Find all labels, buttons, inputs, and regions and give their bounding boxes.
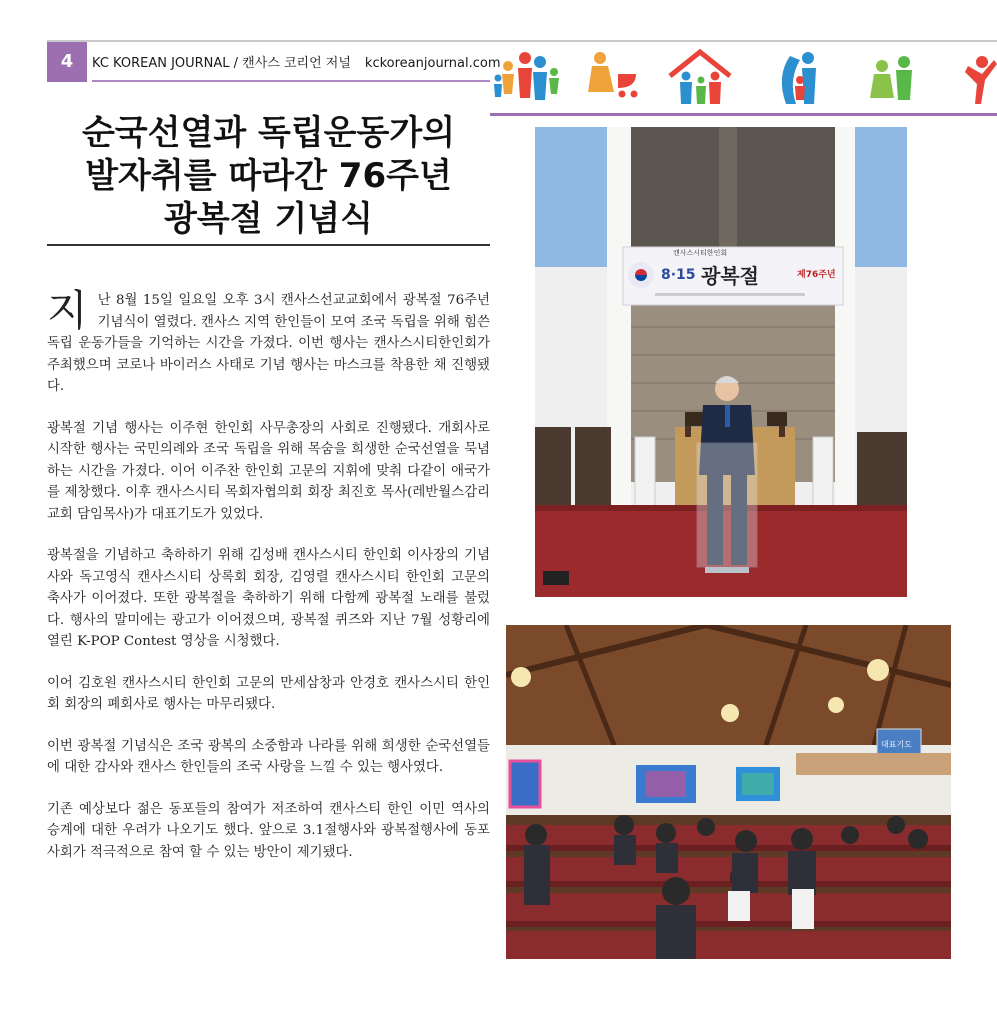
parent-child-icon [782,52,816,104]
paragraph-6: 기존 예상보다 젊은 동포들의 참여가 저조하여 캔사스티 한인 이민 역사의 승계에 대한 우려가 나오기도 했다. 앞으로 3.1절행사와 광복절행사에 동포사회가 적극적으로 참여 할 수 있는 방안이 제기됐다. [47,801,490,860]
paragraph-2: 광복절 기념 행사는 이주현 한인회 사무총장의 사회로 진행됐다. 개회사로 시작한 행사는 국민의례와 조국 독립을 위해 목숨을 희생한 순국선열을 묵념하는 시간을 가졌다. 이어 이주찬 한인회 고문의 지휘에 맞춰 다같이 애국가를 제창했다. 이후 캔사스시티 목회자협의회 회장 최진호 목사(레반월스감리교회 담임목사)가 대표기도가 있었다. [47,420,490,522]
photo-speaker-podium [535,127,907,597]
masthead [92,52,501,71]
headline-rule [47,244,490,246]
headline-line-3: 광복절 기념식 [164,199,373,239]
person-waving-icon [965,56,997,104]
article-body [47,286,490,883]
photo-congregation [506,625,951,959]
headline-line-2: 발자취를 따라간 76주년 [85,156,452,196]
stroller-parent-icon [588,52,638,98]
screen-text: 대표기도 [881,740,912,749]
couple-icon [870,56,912,100]
masthead-underline [92,80,490,82]
paragraph-1-text: 난 8월 15일 일요일 오후 3시 캔사스선교교회에서 광복절 76주년 기념식이 열렸다. 캔사스 지역 한인들이 모여 조국 독립을 위해 힘쓴 독립 운동가들을 기억하는 시간을 가졌다. 이번 행사는 캔사스시티한인회가 주최했으며 코로나 바이러스 사태로 기념 행사는 마스크를 착용한 채 진행됐다. [47,293,490,394]
icons-underline [490,113,997,116]
masthead-title: KC KOREAN JOURNAL / 캔사스 코리언 저널 [92,56,351,71]
paragraph-5: 이번 광복절 기념식은 조국 광복의 소중함과 나라를 위해 희생한 순국선열들에 대한 감사와 캔사스 한인들의 조국 사랑을 느낄 수 있는 행사였다. [47,738,490,775]
drop-cap: 지 [47,286,88,335]
paragraph-1 [47,286,490,398]
banner-num-text: 8·15 [661,267,696,283]
family-icon [494,52,559,100]
banner-title-text: 광복절 [701,264,759,288]
website-link[interactable]: kckoreanjournal.com [364,56,501,71]
family-icons-strip [490,44,997,114]
paragraph-3: 광복절을 기념하고 축하하기 위해 김성배 캔사스시티 한인회 이사장의 기념사와 독고영식 캔사스시티 상록회 회장, 김영렬 캔사스시티 한인회 고문의 축사가 이어졌다. 또한 광복절을 축하하기 위해 다함께 광복절 노래를 불렀다. 행사의 말미에는 광고가 이어졌으며, 광복절 퀴즈와 지난 7월 성황리에 열린 K-POP Contest 영상을 시청했다. [47,548,490,649]
paragraph-4: 이어 김호원 캔사스시티 한인회 고문의 만세삼창과 안경호 캔사스시티 한인회 회장의 폐회사로 행사는 마무리됐다. [47,675,490,712]
banner-anniv-text: 제76주년 [797,270,836,280]
headline-line-1: 순국선열과 독립운동가의 [81,113,456,153]
headline [47,112,490,241]
house-family-icon [670,52,730,104]
banner-org-text: 캔사스시티한인회 [673,249,728,257]
page-number: 4 [47,42,87,82]
header-top-rule [47,40,997,42]
